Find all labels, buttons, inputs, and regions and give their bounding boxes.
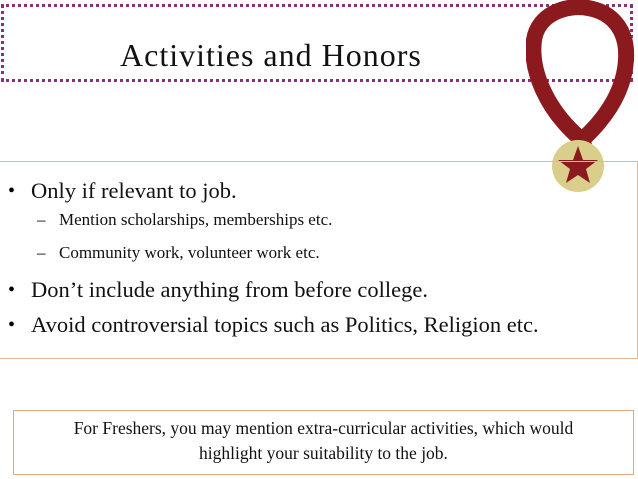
note-line-2: highlight your suitability to the job. — [199, 443, 448, 463]
bullet-dot: • — [8, 180, 16, 202]
sub-bullet-dash: – — [37, 210, 46, 229]
note-line-1: For Freshers, you may mention extra-curricular activities, which would — [73, 418, 574, 438]
sub-bullet-item: Mention scholarships, memberships etc. — [59, 210, 333, 229]
sub-bullet-dash: – — [37, 243, 46, 262]
sub-bullet-item: Community work, volunteer work etc. — [59, 243, 320, 262]
bullet-item: Avoid controversial topics such as Politics, Religion etc. — [31, 312, 539, 337]
bullet-item: Only if relevant to job. — [31, 178, 237, 203]
slide-title: Activities and Honors — [120, 37, 422, 73]
freshers-note — [13, 410, 634, 475]
bullet-item: Don’t include anything from before college. — [31, 277, 428, 302]
bullet-dot: • — [8, 279, 16, 301]
bullet-dot: • — [8, 314, 16, 336]
